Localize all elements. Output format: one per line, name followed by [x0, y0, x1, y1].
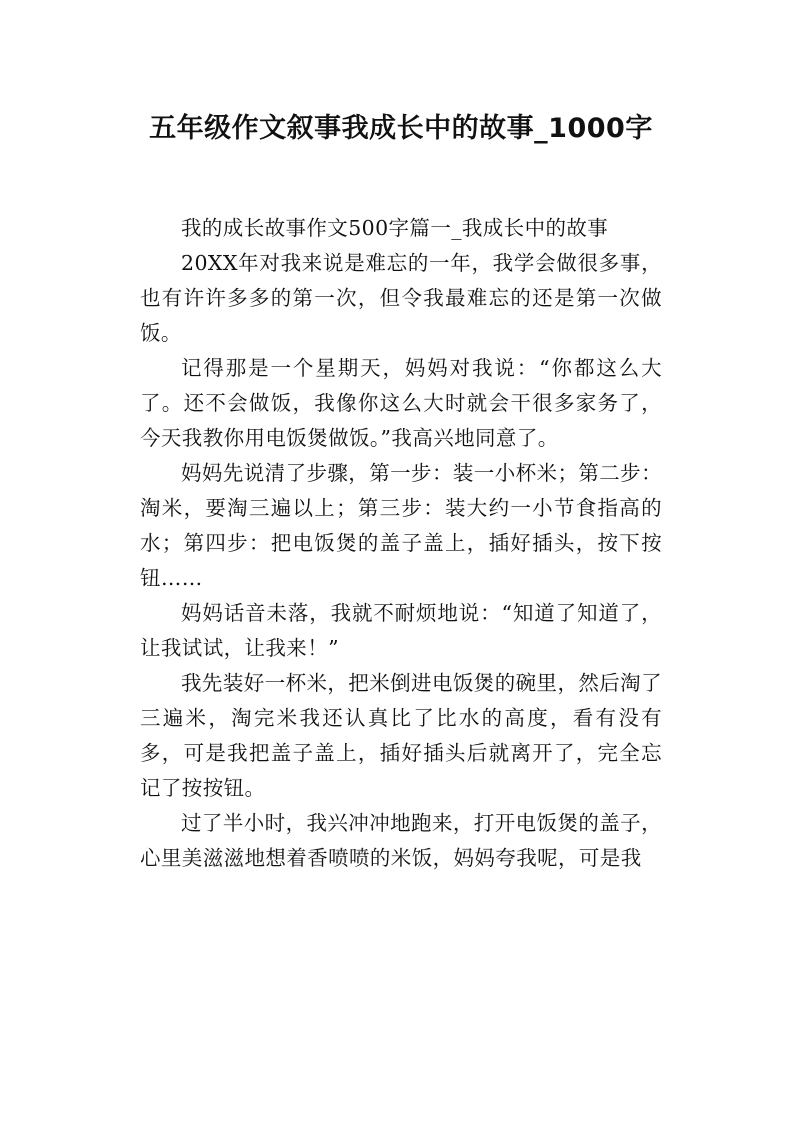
- document-title: 五年级作文叙事我成长中的故事_1000字: [149, 113, 653, 144]
- paragraph: 妈妈先说清了步骤，第一步：装一小杯米；第二步：淘米，要淘三遍以上；第三步：装大约一小节食指高的水；第四步：把电饭煲的盖子盖上，插好插头，按下按钮……: [140, 461, 662, 590]
- paragraph: 妈妈话音未落，我就不耐烦地说：“知道了知道了，让我试试，让我来！”: [140, 601, 662, 660]
- paragraph: 我先装好一杯米，把米倒进电饭煲的碗里，然后淘了三遍米，淘完米我还认真比了比水的高度，看有没有多，可是我把盖子盖上，插好插头后就离开了，完全忘记了按按钮。: [140, 671, 662, 800]
- paragraph: 记得那是一个星期天，妈妈对我说：“你都这么大了。还不会做饭，我像你这么大时就会干很多家务了，今天我教你用电饭煲做饭。”我高兴地同意了。: [140, 356, 662, 450]
- article-body: [140, 211, 662, 876]
- paragraph: 过了半小时，我兴冲冲地跑来，打开电饭煲的盖子，心里美滋滋地想着香喷喷的米饭，妈妈夸我呢，可是我: [140, 811, 662, 870]
- paragraph: 20XX年对我来说是难忘的一年，我学会做很多事，也有许许多多的第一次，但令我最难忘的还是第一次做饭。: [140, 251, 662, 345]
- article-subheading: 我的成长故事作文500字篇一_我成长中的故事: [181, 216, 609, 240]
